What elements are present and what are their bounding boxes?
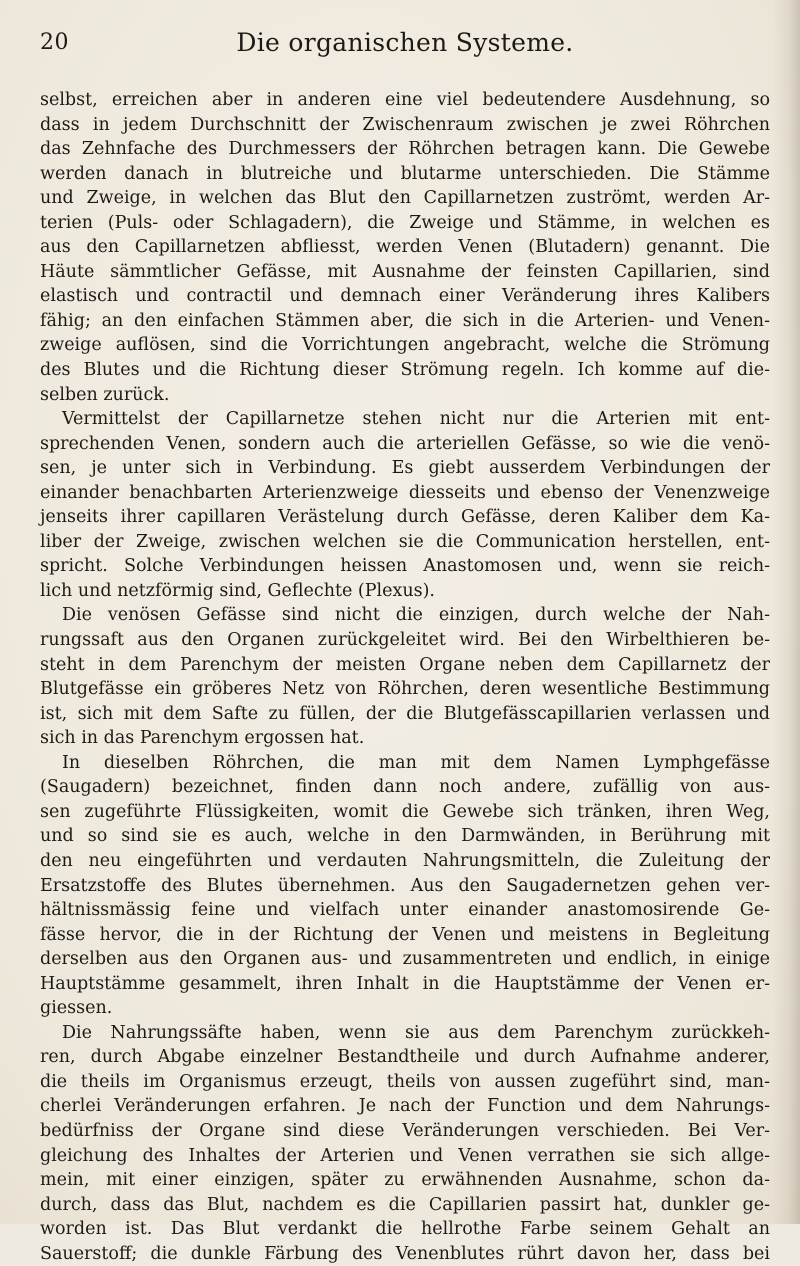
text-line: sen, je unter sich in Verbindung. Es giebt ausserdem Verbindungen der	[40, 458, 770, 479]
text-line: jenseits ihrer capillaren Verästelung durch Gefässe, deren Kaliber dem Ka-	[40, 507, 770, 528]
text-line: und Zweige, in welchen das Blut den Capillarnetzen zuströmt, werden Ar-	[40, 188, 770, 209]
paragraph	[40, 751, 770, 1021]
text-line: Sauerstoff; die dunkle Färbung des Venenblutes rührt davon her, dass bei	[40, 1243, 770, 1264]
text-line: fässe hervor, die in der Richtung der Venen und meistens in Begleitung	[40, 924, 770, 945]
text-line: und so sind sie es auch, welche in den Darmwänden, in Berührung mit	[40, 826, 770, 847]
text-line: rungssaft aus den Organen zurückgeleitet wird. Bei den Wirbelthieren be-	[40, 630, 770, 651]
text-line: terien (Puls- oder Schlagadern), die Zweige und Stämme, in welchen es	[40, 212, 770, 233]
page-number: 20	[40, 30, 69, 55]
text-line: sen zugeführte Flüssigkeiten, womit die Gewebe sich tränken, ihren Weg,	[40, 801, 770, 822]
text-line: steht in dem Parenchym der meisten Organe neben dem Capillarnetz der	[40, 654, 770, 675]
text-line: Vermittelst der Capillarnetze stehen nicht nur die Arterien mit ent-	[62, 409, 770, 430]
text-line: das Zehnfache des Durchmessers der Röhrchen betragen kann. Die Gewebe	[40, 139, 770, 160]
text-line: fähig; an den einfachen Stämmen aber, die sich in die Arterien- und Venen-	[40, 310, 770, 331]
text-line: liber der Zweige, zwischen welchen sie die Communication herstellen, ent-	[40, 531, 770, 552]
page-edge-shadow	[772, 0, 800, 1224]
text-line: sprechenden Venen, sondern auch die arteriellen Gefässe, so wie die venö-	[40, 433, 770, 454]
text-line: bedürfniss der Organe sind diese Veränderungen verschieden. Bei Ver-	[40, 1120, 770, 1141]
text-line: Ersatzstoffe des Blutes übernehmen. Aus den Saugadernetzen gehen ver-	[40, 875, 770, 896]
text-line: lich und netzförmig sind, Geflechte (Plexus).	[40, 580, 435, 601]
paragraph	[40, 407, 770, 603]
text-line: einander benachbarten Arterienzweige diesseits und ebenso der Venenzweige	[40, 482, 770, 503]
text-line: Blutgefässe ein gröberes Netz von Röhrchen, deren wesentliche Bestimmung	[40, 679, 770, 700]
page-header	[40, 20, 770, 60]
text-line: Die venösen Gefässe sind nicht die einzigen, durch welche der Nah-	[62, 605, 770, 626]
text-line: cherlei Veränderungen erfahren. Je nach der Function und dem Nahrungs-	[40, 1096, 770, 1117]
text-line: In dieselben Röhrchen, die man mit dem Namen Lymphgefässe	[62, 752, 770, 773]
text-line: hältnissmässig feine und vielfach unter einander anastomosirende Ge-	[40, 900, 770, 921]
body-text	[40, 88, 770, 1266]
text-line: sich in das Parenchym ergossen hat.	[40, 728, 365, 749]
text-line: die theils im Organismus erzeugt, theils von aussen zugeführt sind, man-	[40, 1071, 770, 1092]
paragraph	[40, 1021, 770, 1266]
text-line: ren, durch Abgabe einzelner Bestandtheile und durch Aufnahme anderer,	[40, 1047, 770, 1068]
running-title: Die organischen Systeme.	[236, 28, 574, 57]
text-line: des Blutes und die Richtung dieser Strömung regeln. Ich komme auf die-	[40, 360, 770, 381]
text-line: Häute sämmtlicher Gefässe, mit Ausnahme der feinsten Capillarien, sind	[40, 261, 770, 282]
text-line: spricht. Solche Verbindungen heissen Anastomosen und, wenn sie reich-	[40, 556, 770, 577]
paragraph	[40, 88, 770, 407]
text-line: derselben aus den Organen aus- und zusammentreten und endlich, in einige	[40, 949, 770, 970]
text-line: elastisch und contractil und demnach einer Veränderung ihres Kalibers	[40, 286, 770, 307]
text-line: selbst, erreichen aber in anderen eine viel bedeutendere Ausdehnung, so	[40, 90, 770, 110]
text-line: aus den Capillarnetzen abfliesst, werden Venen (Blutadern) genannt. Die	[40, 237, 770, 258]
text-line: werden danach in blutreiche und blutarme unterschieden. Die Stämme	[40, 163, 770, 184]
text-line: worden ist. Das Blut verdankt die hellrothe Farbe seinem Gehalt an	[40, 1219, 770, 1240]
text-line: den neu eingeführten und verdauten Nahrungsmitteln, die Zuleitung der	[40, 850, 770, 871]
text-line: dass in jedem Durchschnitt der Zwischenraum zwischen je zwei Röhrchen	[40, 114, 770, 135]
text-line: Hauptstämme gesammelt, ihren Inhalt in die Hauptstämme der Venen er-	[40, 973, 770, 994]
text-line: selben zurück.	[40, 384, 170, 405]
text-line: ist, sich mit dem Safte zu füllen, der die Blutgefässcapillarien verlassen und	[40, 703, 770, 724]
text-line: zweige auflösen, sind die Vorrichtungen angebracht, welche die Strömung	[40, 335, 770, 356]
paragraph	[40, 603, 770, 750]
text-line: mein, mit einer einzigen, später zu erwähnenden Ausnahme, schon da-	[40, 1170, 770, 1191]
text-line: gleichung des Inhaltes der Arterien und Venen verrathen sie sich allge-	[40, 1145, 770, 1166]
text-line: giessen.	[40, 998, 113, 1019]
text-line: durch, dass das Blut, nachdem es die Capillarien passirt hat, dunkler ge-	[40, 1194, 770, 1215]
text-line: (Saugadern) bezeichnet, finden dann noch andere, zufällig von aus-	[40, 777, 770, 798]
text-line: Die Nahrungssäfte haben, wenn sie aus dem Parenchym zurückkeh-	[62, 1022, 770, 1043]
